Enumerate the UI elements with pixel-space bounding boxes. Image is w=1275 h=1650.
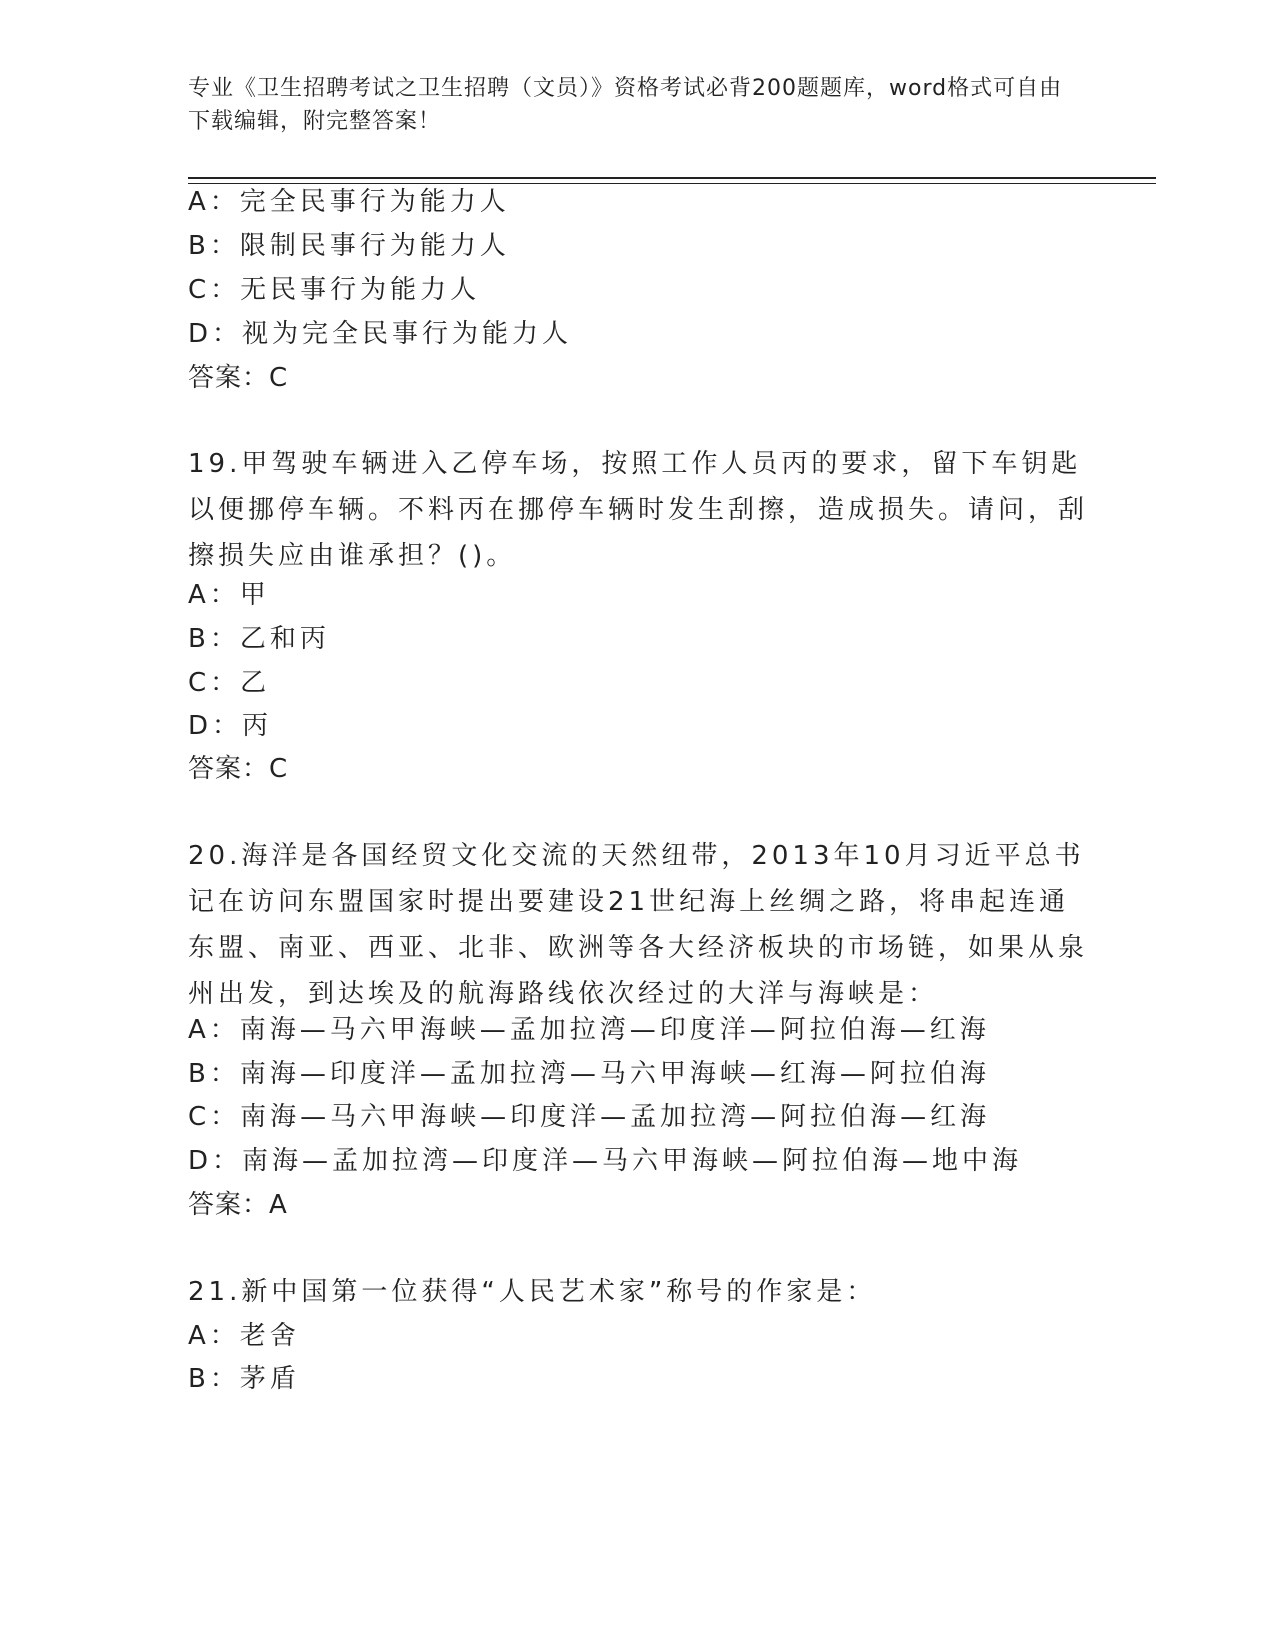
q18-option-c: C：无民事行为能力人 [188,275,481,305]
q20-option-c: C：南海—马六甲海峡—印度洋—孟加拉湾—阿拉伯海—红海 [188,1102,991,1132]
q21-stem: 21.新中国第一位获得“人民艺术家”称号的作家是： [188,1277,877,1307]
q19-option-b: B：乙和丙 [188,624,330,654]
q21-option-b: B：茅盾 [188,1364,300,1394]
q20-stem: 20.海洋是各国经贸文化交流的天然纽带，2013年10月习近平总书记在访问东盟国家时提出要建设21世纪海上丝绸之路，将串起连通东盟、南亚、西亚、北非、欧洲等各大经济板块的市场链，如果从泉州出发，到达埃及的航海路线依次经过的大洋与海峡是： [188,841,1089,1009]
q18-option-a: A：完全民事行为能力人 [188,187,510,217]
q18-answer: 答案：C [188,363,289,393]
q20-answer: 答案：A [188,1190,288,1220]
q19-option-c: C：乙 [188,668,271,698]
q19-option-d: D：丙 [188,711,273,741]
q19-answer: 答案：C [188,754,289,784]
q20-option-a: A：南海—马六甲海峡—孟加拉湾—印度洋—阿拉伯海—红海 [188,1015,990,1045]
q18-option-b: B：限制民事行为能力人 [188,231,510,261]
q18-option-d: D：视为完全民事行为能力人 [188,319,573,349]
q19-option-a: A：甲 [188,580,270,610]
q21-option-a: A：老舍 [188,1321,300,1351]
q19-stem: 19.甲驾驶车辆进入乙停车场，按照工作人员丙的要求，留下车钥匙以便挪停车辆。不料丙在挪停车辆时发生刮擦，造成损失。请问，刮擦损失应由谁承担？()。 [188,449,1089,571]
q20-option-d: D：南海—孟加拉湾—印度洋—马六甲海峡—阿拉伯海—地中海 [188,1146,1023,1176]
q20-option-b: B：南海—印度洋—孟加拉湾—马六甲海峡—红海—阿拉伯海 [188,1059,990,1089]
document-header: 专业《卫生招聘考试之卫生招聘（文员）》资格考试必背200题题库，word格式可自由下载编辑，附完整答案！ [188,76,1063,134]
